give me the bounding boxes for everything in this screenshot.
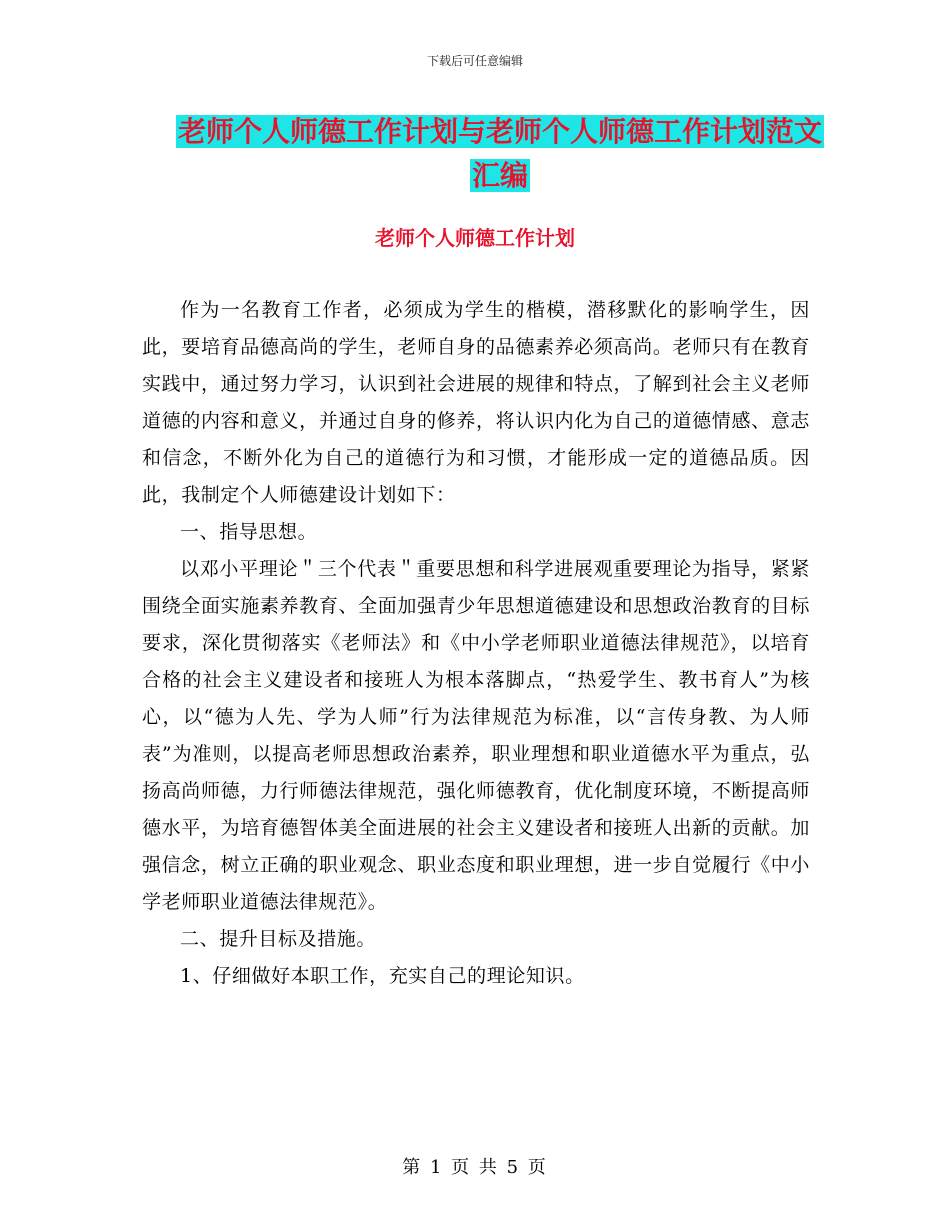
heading-guiding-thought: 一、指导思想。 (180, 521, 318, 543)
title-line-1: 老师个人师德工作计划与老师个人师德工作计划范文 (177, 115, 822, 148)
section-title: 老师个人师德工作计划 (375, 226, 575, 250)
title-line-2: 汇编 (471, 159, 528, 192)
page-footer: 第 1 页 共 5 页 (402, 1157, 548, 1178)
body-text (142, 292, 810, 995)
heading-goals-measures: 二、提升目标及措施。 (180, 928, 377, 950)
paragraph-guiding-thought: 以邓小平理论＂三个代表＂重要思想和科学进展观重要理论为指导，紧紧围绕全面实施素养教育、全面加强青少年思想道德建设和思想政治教育的目标要求，深化贯彻落实《老师法》和《中小学老师职业道德法律规范》，以培育合格的社会主义建设者和接班人为根本落脚点，“热爱学生、教书育人”为核心，以“德为人先、学为人师”行为法律规范为标准，以“言传身教、为人师表”为准则，以提高老师思想政治素养，职业理想和职业道德水平为重点，弘扬高尚师德，力行师德法律规范，强化师德教育，优化制度环境，不断提高师德水平，为培育德智体美全面进展的社会主义建设者和接班人出新的贡献。加强信念，树立正确的职业观念、职业态度和职业理想，进一步自觉履行《中小学老师职业道德法律规范》。 (142, 558, 810, 913)
document-title (140, 110, 860, 198)
header-note: 下载后可任意编辑 (426, 54, 523, 68)
paragraph-item-1: 1、仔细做好本职工作，充实自己的理论知识。 (180, 965, 585, 987)
paragraph-intro: 作为一名教育工作者，必须成为学生的楷模，潜移默化的影响学生，因此，要培育品德高尚的学生，老师自身的品德素养必须高尚。老师只有在教育实践中，通过努力学习，认识到社会进展的规律和特点，了解到社会主义老师道德的内容和意义，并通过自身的修养，将认识内化为自己的道德情感、意志和信念，不断外化为自己的道德行为和习惯，才能形成一定的道德品质。因此，我制定个人师德建设计划如下： (142, 299, 810, 506)
